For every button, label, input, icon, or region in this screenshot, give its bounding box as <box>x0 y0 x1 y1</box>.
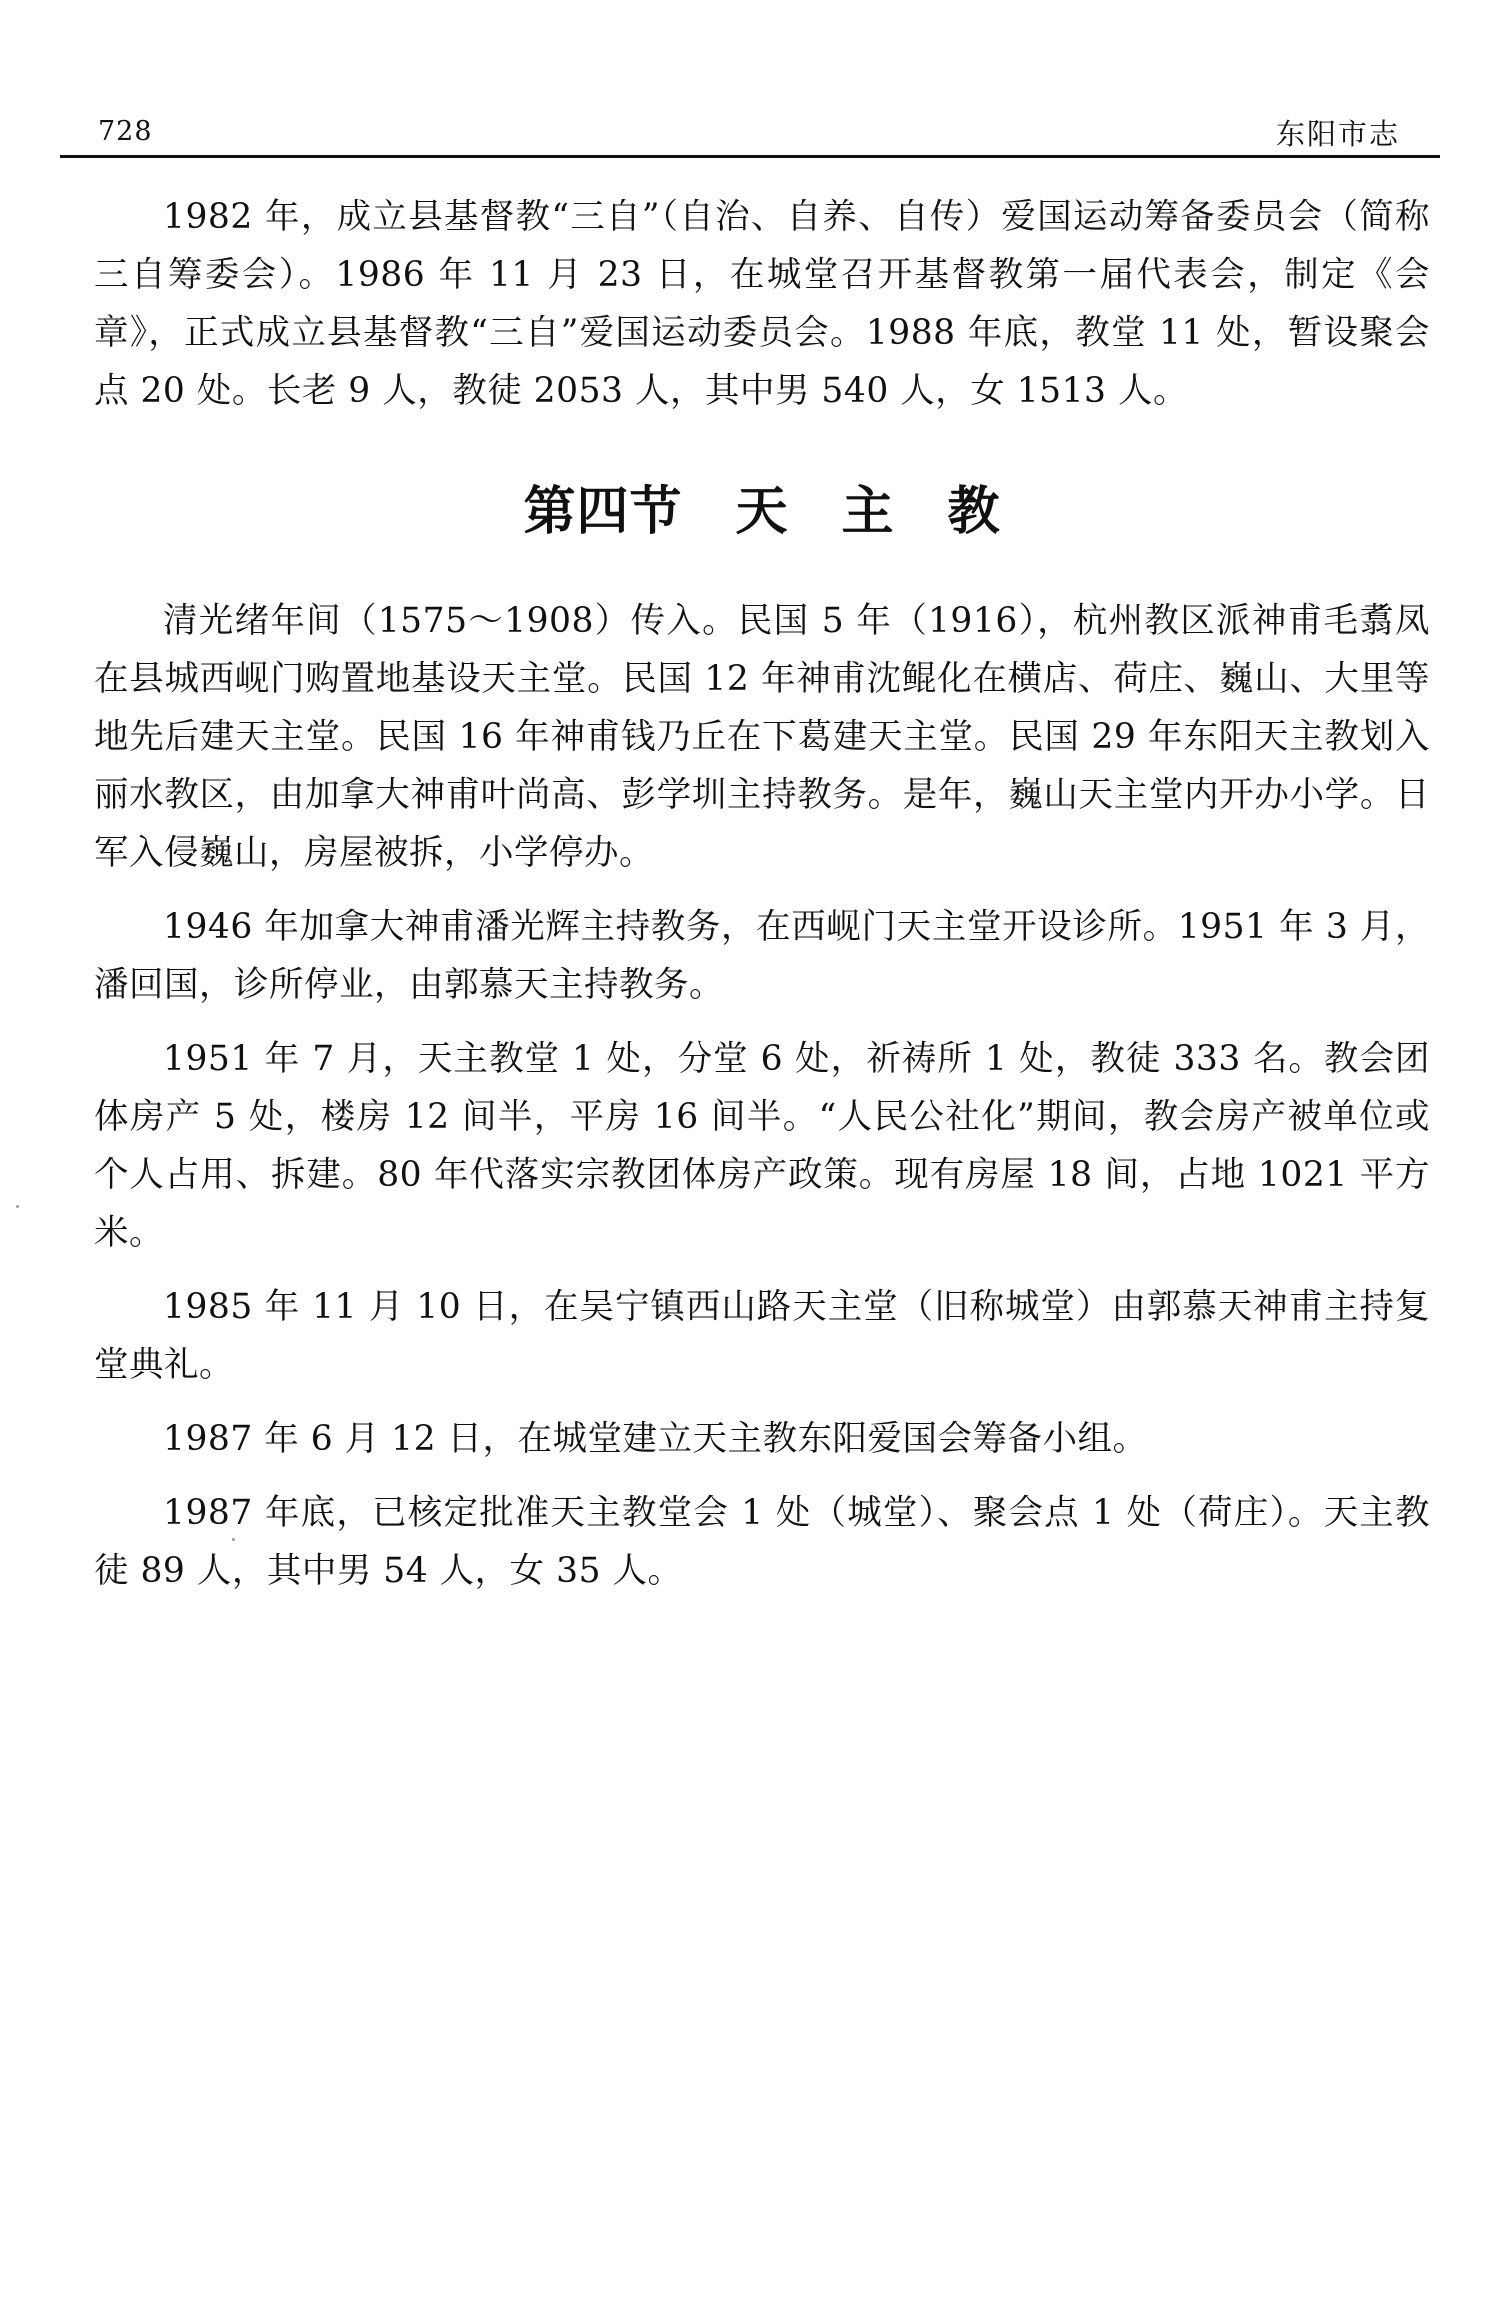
section-paragraph-3: 1951 年 7 月，天主教堂 1 处，分堂 6 处，祈祷所 1 处，教徒 333 名。教会团体房产 5 处，楼房 12 间半，平房 16 间半。“人民公社化”期间，教会房产被单位或个人占用、拆建。80 年代落实宗教团体房产政策。现有房屋 18 间，占地 1021 平方米。 <box>94 1039 1430 1253</box>
intro-paragraph: 1982 年，成立县基督教“三自”（自治、自养、自传）爱国运动筹备委员会（简称三自筹委会）。1986 年 11 月 23 日，在城堂召开基督教第一届代表会，制定《会章》，正式成立县基督教“三自”爱国运动委员会。1988 年底，教堂 11 处，暂设聚会点 20 处。长老 9 人，教徒 2053 人，其中男 540 人，女 1513 人。 <box>94 197 1430 411</box>
running-title: 东阳市志 <box>1275 117 1400 151</box>
section-paragraph-2: 1946 年加拿大神甫潘光辉主持教务，在西岘门天主堂开设诊所。1951 年 3 月，潘回国，诊所停业，由郭慕天主持教务。 <box>94 907 1430 1005</box>
section-paragraph-5: 1987 年 6 月 12 日，在城堂建立天主教东阳爱国会筹备小组。 <box>163 1419 1148 1459</box>
section-paragraph-1: 清光绪年间（1575～1908）传入。民国 5 年（1916），杭州教区派神甫毛翥凤在县城西岘门购置地基设天主堂。民国 12 年神甫沈鲲化在横店、荷庄、巍山、大里等地先后建天主堂。民国 16 年神甫钱乃丘在下葛建天主堂。民国 29 年东阳天主教划入丽水教区，由加拿大神甫叶尚高、彭学圳主持教务。是年，巍山天主堂内开办小学。日军入侵巍山，房屋被拆，小学停办。 <box>94 601 1430 873</box>
page-header <box>92 112 1428 158</box>
section-heading: 第四节 天 主 教 <box>523 481 1001 542</box>
scan-speck <box>16 1205 19 1208</box>
section-paragraph-6: 1987 年底，已核定批准天主教堂会 1 处（城堂）、聚会点 1 处（荷庄）。天主教徒 89 人，其中男 54 人，女 35 人。 <box>94 1493 1430 1591</box>
header-rule <box>60 155 1440 158</box>
scan-speck <box>232 1538 235 1541</box>
page-body <box>94 188 1430 1616</box>
page-number: 728 <box>98 116 153 147</box>
section-paragraph-4: 1985 年 11 月 10 日，在吴宁镇西山路天主堂（旧称城堂）由郭慕天神甫主持复堂典礼。 <box>94 1287 1430 1385</box>
